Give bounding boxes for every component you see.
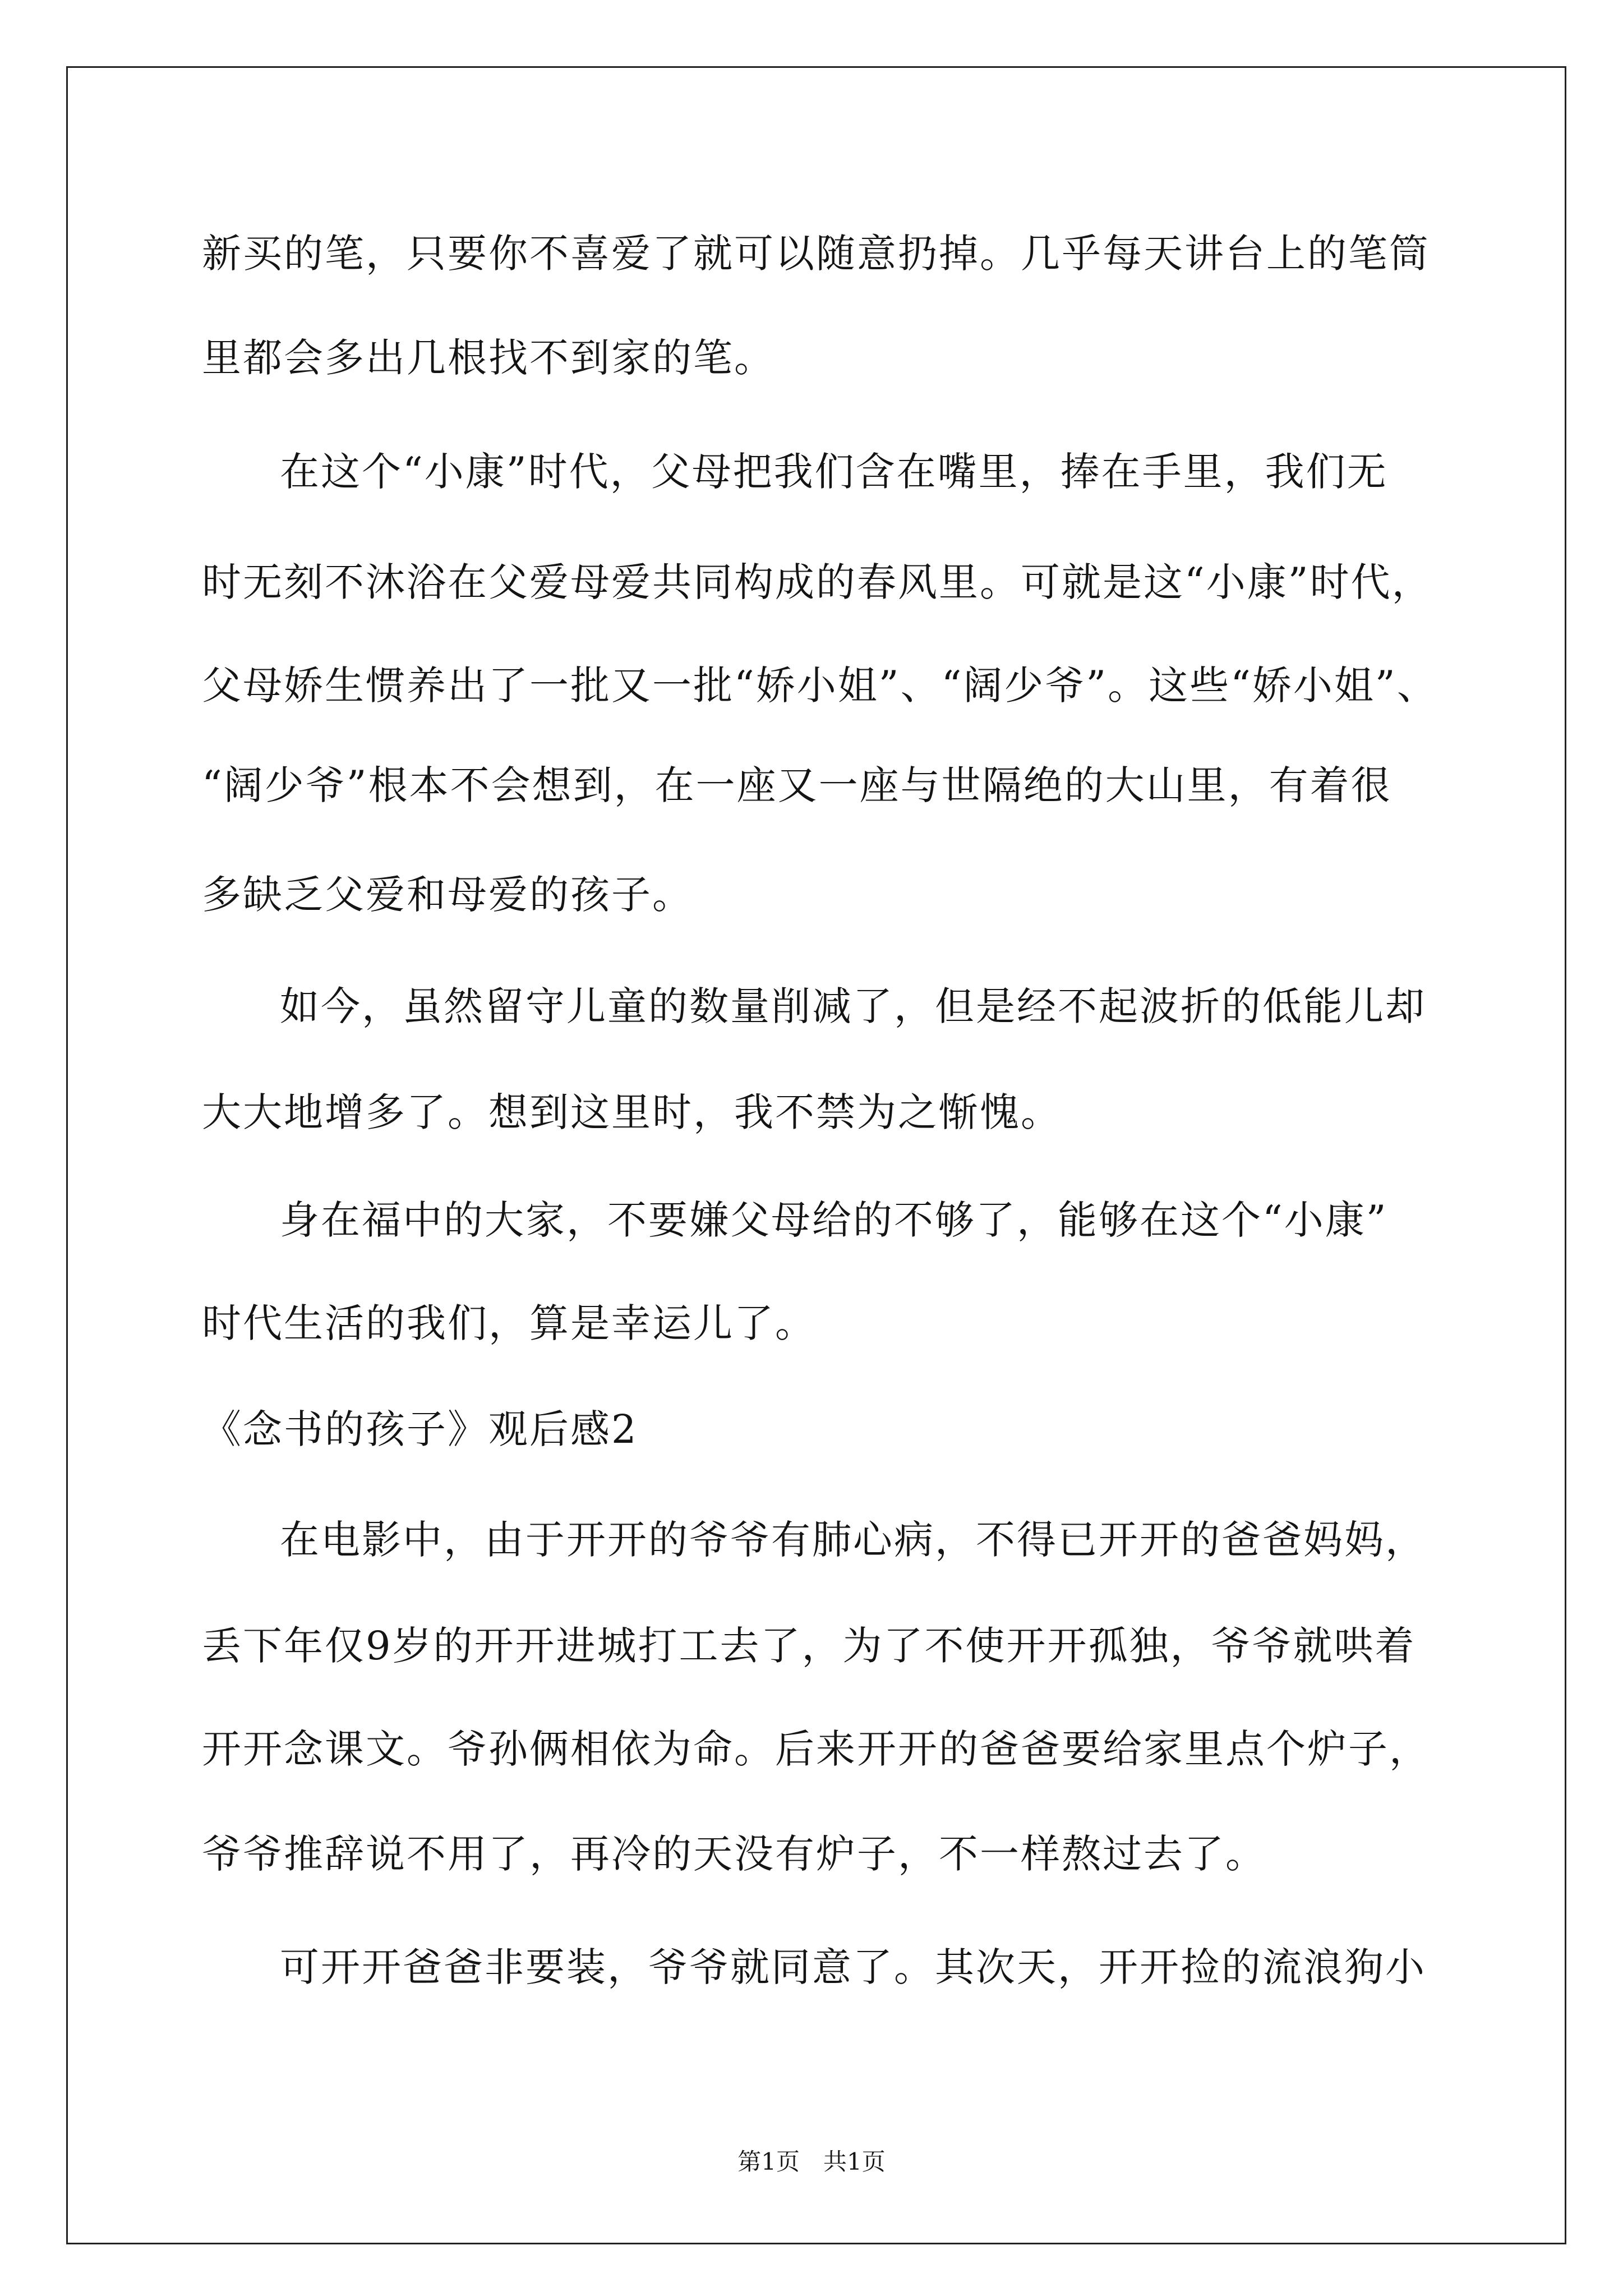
text-line: 新买的笔，只要你不喜爱了就可以随意扔掉。几乎每天讲台上的笔筒 (202, 231, 1430, 277)
text-line: 父母娇生惯养出了一批又一批“娇小姐”、“阔少爷”。这些“娇小姐”、 (202, 662, 1438, 708)
text-line: “阔少爷”根本不会想到，在一座又一座与世隔绝的大山里，有着很 (202, 762, 1392, 808)
text-line: 多缺乏父爱和母爱的孩子。 (202, 872, 693, 918)
text-line: 在电影中，由于开开的爷爷有肺心病，不得已开开的爸爸妈妈， (280, 1517, 1426, 1563)
text-line: 爷爷推辞说不用了，再冷的天没有炉子，不一样熬过去了。 (202, 1831, 1266, 1877)
page-footer: 第1页 共1页 (737, 2148, 886, 2175)
text-line: 里都会多出几根找不到家的笔。 (202, 335, 775, 381)
text-line: 大大地增多了。想到这里时，我不禁为之惭愧。 (202, 1089, 1062, 1135)
text-line: 在这个“小康”时代，父母把我们含在嘴里，捧在手里，我们无 (280, 449, 1388, 495)
page-border (66, 66, 1566, 2244)
text-line: 时代生活的我们，算是幸运儿了。 (202, 1300, 816, 1346)
text-line: 开开念课文。爷孙俩相依为命。后来开开的爸爸要给家里点个炉子， (202, 1726, 1430, 1772)
text-line: 丢下年仅9岁的开开进城打工去了，为了不使开开孤独，爷爷就哄着 (202, 1623, 1416, 1669)
text-line: 身在福中的大家，不要嫌父母给的不够了，能够在这个“小康” (280, 1197, 1388, 1243)
text-line: 可开开爸爸非要装，爷爷就同意了。其次天，开开捡的流浪狗小 (280, 1944, 1426, 1990)
text-line: 如今，虽然留守儿童的数量削减了，但是经不起波折的低能儿却 (280, 983, 1426, 1029)
text-line: 时无刻不沐浴在父爱母爱共同构成的春风里。可就是这“小康”时代， (202, 559, 1433, 605)
section-heading: 《念书的孩子》观后感2 (202, 1406, 638, 1452)
